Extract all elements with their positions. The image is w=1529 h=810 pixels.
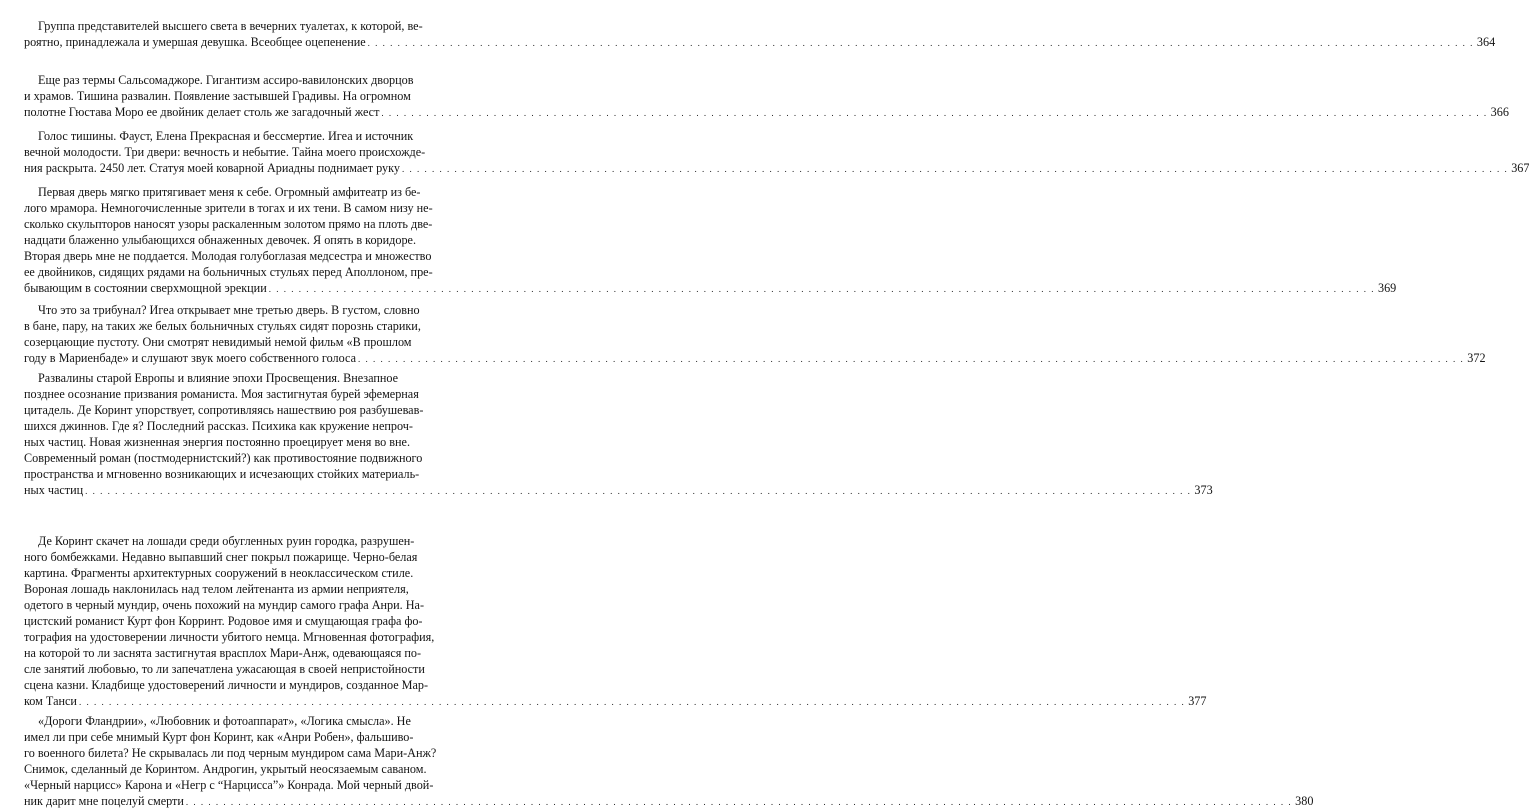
page-number: 380 (1295, 794, 1314, 808)
toc-entry-text: имел ли при себе мнимый Курт фон Коринт, как «Анри Робен», фальшиво- (24, 730, 414, 744)
toc-entry-text: цистский романист Курт фон Корринт. Родовое имя и смущающая графа фо- (24, 614, 423, 628)
toc-entry-text: пространства и мгновенно возникающих и исчезающих стойких материаль- (24, 467, 420, 481)
toc-entry-text: Современный роман (постмодернистский?) как противостояние подвижного (24, 451, 423, 465)
toc-entry (24, 72, 1509, 121)
page-number: 364 (1476, 35, 1496, 49)
toc-entry-text: одетого в черный мундир, очень похожий на мундир самого графа Анри. На- (24, 598, 425, 612)
toc-entry-last-line (24, 482, 1213, 499)
toc-entry-text: году в Мариенбаде» и слушают звук моего собственного голоса (24, 351, 356, 365)
dot-leader (267, 281, 1375, 297)
toc-entry-text: ных частиц (24, 483, 84, 497)
toc-entry-last-line (24, 350, 1486, 367)
toc-entry-text: Голос тишины. Фауст, Елена Прекрасная и бессмертие. Игеа и источник (38, 129, 414, 143)
toc-entry-text: ком Танси (24, 694, 77, 708)
page-number: 377 (1188, 694, 1207, 708)
toc-entry-text: Группа представителей высшего света в вечерних туалетах, к которой, ве- (38, 19, 423, 33)
toc-entry-text: на которой то ли заснята застигнутая врасплох Мари-Анж, одевающаяся по- (24, 646, 422, 660)
toc-entry-text: «Черный нарцисс» Карона и «Негр с “Нарциссa”» Конрада. Мой черный двой- (24, 778, 434, 792)
dot-leader (77, 694, 1185, 710)
toc-entry-text: сколько скульпторов наносят узоры раскаленным золотом прямо на плоть две- (24, 217, 433, 231)
toc-entry (24, 533, 1207, 710)
page-number: 366 (1490, 105, 1509, 119)
toc-entry-text: лого мрамора. Немногочисленные зрители в тогах и их тени. В самом низу не- (24, 201, 433, 215)
toc-entry-text: Снимок, сделанный де Коринтом. Андрогин, укрытый неосязаемым саваном. (24, 762, 427, 776)
toc-entry (24, 302, 1486, 367)
toc-entry-text: вечной молодости. Три двери: вечность и небытие. Тайна моего происхожде- (24, 145, 426, 159)
toc-entry (24, 370, 1213, 499)
toc-entry-text: го военного билета? Не скрывалась ли под черным мундиром сама Мари-Анж? (24, 746, 437, 760)
toc-entry-text: Де Коринт скачет на лошади среди обугленных руин городка, разрушен- (38, 534, 415, 548)
toc-entry-text: Вороная лошадь наклонилась над телом лейтенанта из армии неприятеля, (24, 582, 409, 596)
toc-entry-text: бывающим в состоянии сверхмощной эрекции (24, 281, 267, 295)
dot-leader (184, 794, 1292, 810)
toc-entry-text: «Дороги Фландрии», «Любовник и фотоаппарат», «Логика смысла». Не (38, 714, 411, 728)
toc-entry-text: надцати блаженно улыбающихся обнаженных девочек. Я опять в коридоре. (24, 233, 417, 247)
toc-entry-text: сцена казни. Кладбище удостоверений личности и мундиров, созданное Мар- (24, 678, 429, 692)
toc-entry-text: Первая дверь мягко притягивает меня к себе. Огромный амфитеатр из бе- (38, 185, 421, 199)
toc-entry-text: и храмов. Тишина развалин. Появление застывшей Градивы. На огромном (24, 89, 411, 103)
toc-entry-text: позднее осознание призвания романиста. Моя застигнутая бурей эфемерная (24, 387, 419, 401)
toc-entry (24, 713, 1314, 810)
toc-entry (24, 18, 1496, 51)
toc-entry-text: роятно, принадлежала и умершая девушка. Всеобщее оцепенение (24, 35, 366, 49)
toc-entry-last-line (24, 693, 1207, 710)
toc-entry-text: Что это за трибунал? Игеа открывает мне третью дверь. В густом, словно (38, 303, 420, 317)
toc-entry-last-line (24, 160, 1529, 177)
dot-leader (400, 161, 1508, 177)
toc-entry-text: цитадель. Де Коринт упорствует, сопротивляясь нашествию роя разбушевав- (24, 403, 424, 417)
toc-entry-text: ного бомбежками. Недавно выпавший снег покрыл пожарище. Черно-белая (24, 550, 418, 564)
toc-entry-last-line (24, 34, 1496, 51)
dot-leader (83, 483, 1191, 499)
page-number: 373 (1194, 483, 1213, 497)
toc-entry-text: тография на удостоверении личности убитого немца. Мгновенная фотография, (24, 630, 435, 644)
toc-entry-text: ных частиц. Новая жизненная энергия постоянно проецирует меня во вне. (24, 435, 410, 449)
toc-entry-last-line (24, 793, 1314, 810)
toc-entry-last-line (24, 280, 1397, 297)
toc-entry-text: ее двойников, сидящих рядами на больничных стульях перед Аполлоном, пре- (24, 265, 433, 279)
toc-entry-text: шихся джиннов. Где я? Последний рассказ. Психика как кружение непроч- (24, 419, 413, 433)
toc-entry-text: ник дарит мне поцелуй смерти (24, 794, 184, 808)
dot-leader (379, 105, 1487, 121)
toc-entry-text: ния раскрыта. 2450 лет. Статуя моей коварной Ариадны поднимает руку (24, 161, 400, 175)
toc-entry-text: картина. Фрагменты архитектурных сооружений в неоклассическом стиле. (24, 566, 414, 580)
toc-entry-text: сле занятий любовью, то ли запечатлена ужасающая в своей непристойности (24, 662, 425, 676)
toc-entry-text: Еще раз термы Сальсомаджоре. Гигантизм ассиро-вавилонских дворцов (38, 73, 414, 87)
toc-entry-text: Вторая дверь мне не поддается. Молодая голубоглазая медсестра и множество (24, 249, 432, 263)
dot-leader (356, 351, 1464, 367)
toc-entry (24, 184, 1397, 297)
toc-entry-text: в бане, пару, на таких же белых больничных стульях сидят порознь старики, (24, 319, 421, 333)
page-number: 372 (1467, 351, 1486, 365)
toc-entry (24, 128, 1529, 177)
dot-leader (366, 35, 1474, 51)
toc-entry-last-line (24, 104, 1509, 121)
toc-entry-text: полотне Гюстава Моро ее двойник делает столь же загадочный жест (24, 105, 380, 119)
page-number: 367 (1511, 161, 1529, 175)
page-number: 369 (1377, 281, 1397, 295)
toc-entry-text: Развалины старой Европы и влияние эпохи Просвещения. Внезапное (38, 371, 399, 385)
toc-entry-text: созерцающие пустоту. Они смотрят невидимый немой фильм «В прошлом (24, 335, 412, 349)
